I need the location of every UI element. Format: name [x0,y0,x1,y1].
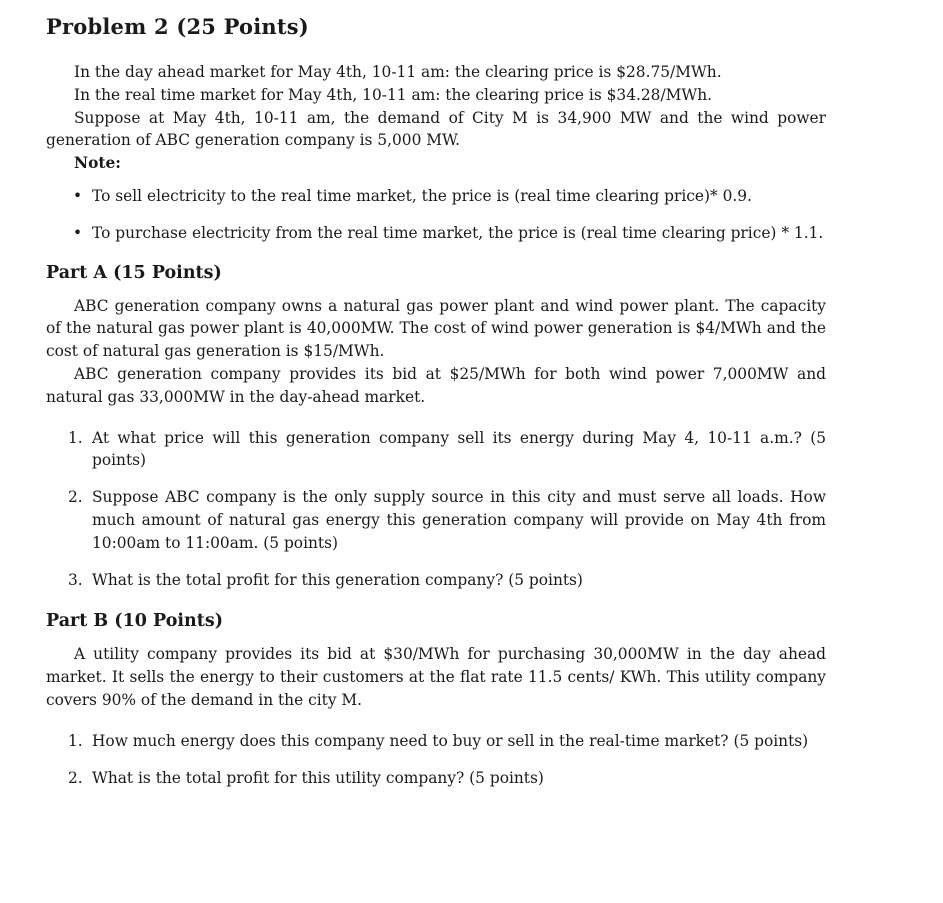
question-text: How much energy does this company need to buy or sell in the real-time market? (5 points) [92,731,809,750]
question-text: What is the total profit for this generation company? (5 points) [92,570,583,589]
question-number: 2. [68,488,83,507]
question-number: 2. [68,768,83,787]
question-text: What is the total profit for this utility company? (5 points) [92,768,544,787]
part-b-paragraph: A utility company provides its bid at $30/MWh for purchasing 30,000MW in the day ahead market. It sells the energy to their customers at the flat rate 11.5 cents/ KWh. This utility company covers 90% of the demand in the city M. [46,645,826,709]
part-b-section [46,611,826,789]
intro-line-day-ahead: In the day ahead market for May 4th, 10-11 am: the clearing price is $28.75/MWh. [74,63,722,81]
part-a-question [46,486,826,554]
bullet-icon: • [73,223,83,242]
question-text: At what price will this generation company sell its energy during May 4, 10-11 a.m.? (5 points) [92,428,826,470]
bullet-icon: • [73,186,83,205]
part-b-question [46,767,826,790]
note-bullet-item [46,185,826,208]
part-a-question-list [46,427,826,592]
question-text: Suppose ABC company is the only supply source in this city and must serve all loads. How much amount of natural gas energy this generation company will provide on May 4th from 10:00am to 11:00am. (5 points) [92,488,826,552]
part-b-question [46,730,826,753]
part-a-title: Part A (15 Points) [46,262,222,283]
note-bullet-text: To purchase electricity from the real time market, the price is (real time clearing price) * 1.1. [92,223,824,242]
part-b-question-list [46,730,826,790]
note-bullet-item [46,222,826,245]
question-number: 3. [68,570,83,589]
question-number: 1. [68,731,83,750]
part-a-paragraph: ABC generation company provides its bid at $25/MWh for both wind power 7,000MW and natural gas 33,000MW in the day-ahead market. [46,364,826,406]
note-bullet-text: To sell electricity to the real time market, the price is (real time clearing price)* 0.9. [92,186,752,205]
part-a-paragraph: ABC generation company owns a natural gas power plant and wind power plant. The capacity of the natural gas power plant is 40,000MW. The cost of wind power generation is $4/MWh and the cost of natural gas generation is $15/MWh. [46,296,826,361]
intro-line-real-time: In the real time market for May 4th, 10-11 am: the clearing price is $34.28/MWh. [74,85,713,104]
part-a-question [46,569,826,592]
part-a-section [46,263,826,592]
question-number: 1. [68,428,83,447]
problem-title: Problem 2 (25 Points) [46,14,309,39]
document-page [46,14,826,803]
note-bullet-list [46,185,826,245]
intro-line-demand: Suppose at May 4th, 10-11 am, the demand of City M is 34,900 MW and the wind power generation of ABC generation company is 5,000 MW. [46,108,826,150]
part-b-title: Part B (10 Points) [46,611,223,632]
note-label: Note: [74,154,121,173]
part-a-question [46,427,826,473]
